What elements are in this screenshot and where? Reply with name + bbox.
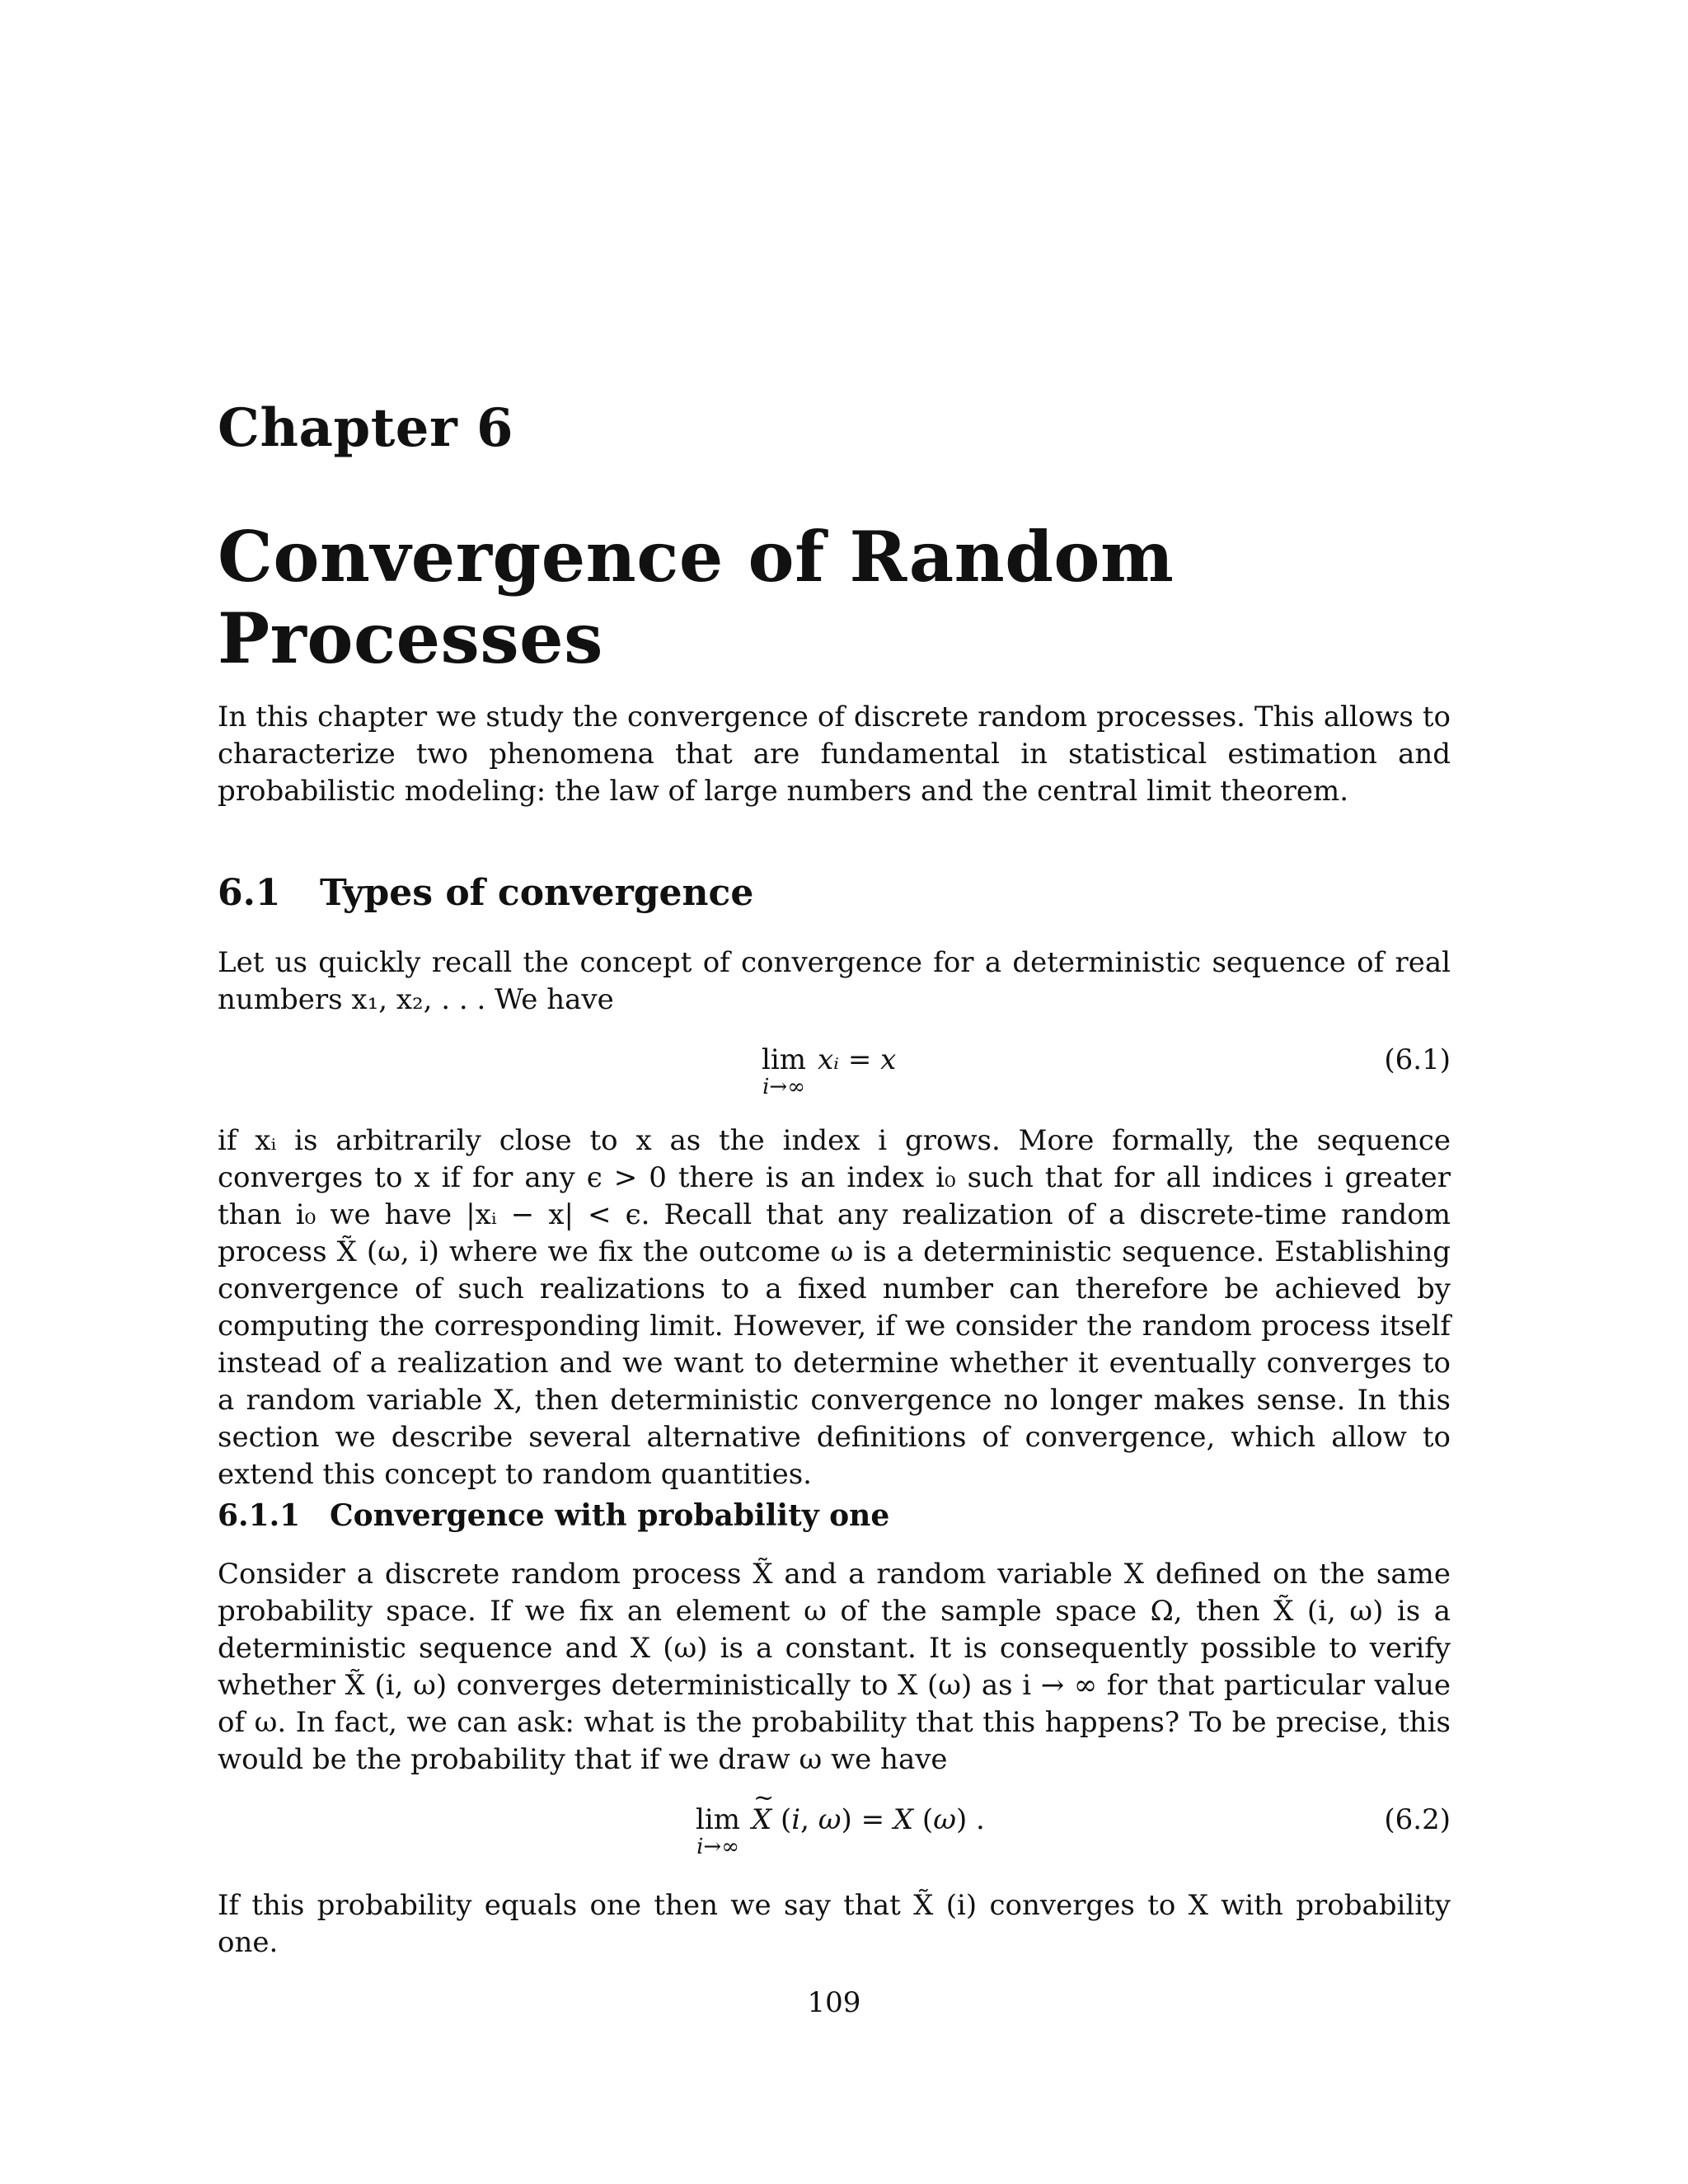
subsection-number: 6.1.1 — [218, 1498, 301, 1533]
subsection-paragraph-2: If this probability equals one then we say that X̃ (i) converges to X with probability one. — [218, 1889, 1451, 1959]
chapter-label: Chapter 6 — [218, 397, 513, 459]
section-number: 6.1 — [218, 872, 281, 914]
equation-6-2: lim i→∞ ~ X (i, ω) = X (ω) . (6.2) — [218, 1803, 1451, 1877]
section-paragraph-2: if xᵢ is arbitrarily close to x as the index i grows. More formally, the sequence converges to x if for any ϵ > 0 there is an index i₀ such that for all indices i greater than i₀ we have |xᵢ − x| < ϵ. Recall that any realization of a discrete-time random process X̃ (ω, i) where we fix the outcome ω is a deterministic sequence. Establishing convergence of such realizations to a fixed number can therefore be achieved by computing the corresponding limit. However, if we consider the random process itself instead of a realization and we want to determine whether it eventually converges to a random variable X, then deterministic convergence no longer makes sense. In this section we describe several alternative definitions of convergence, which allow to extend this concept to random quantities. — [218, 1124, 1451, 1491]
x-tilde-symbol: ~ X — [752, 1803, 771, 1836]
page — [218, 0, 1451, 2184]
equation-6-1: lim i→∞ xᵢ = x (6.1) — [762, 1043, 1451, 1099]
equation-body: xᵢ — [818, 1043, 840, 1076]
subsection-title: Convergence with probability one — [330, 1498, 890, 1533]
subsection-paragraph-1: Consider a discrete random process X̃ and a random variable X defined on the same probability space. If we fix an element ω of the sample space Ω, then X̃ (i, ω) is a deterministic sequence and X (ω) is a constant. It is consequently possible to verify whether X̃ (i, ω) converges deterministically to X (ω) as i → ∞ for that particular value of ω. In fact, we can ask: what is the probability that this happens? To be precise, this would be the probability that if we draw ω we have — [218, 1558, 1451, 1776]
page-number: 109 — [807, 1986, 861, 2019]
equation-number: (6.1) — [1384, 1043, 1451, 1076]
section-paragraph-1: Let us quickly recall the concept of convergence for a deterministic sequence of real numbers x₁, x₂, . . . We have — [218, 946, 1451, 1016]
equation-number: (6.2) — [1384, 1803, 1451, 1836]
limit-subscript: i→∞ — [762, 1075, 805, 1099]
limit-operator: lim i→∞ — [762, 1043, 806, 1099]
limit-operator: lim i→∞ — [696, 1803, 740, 1859]
section-heading — [218, 872, 753, 914]
section-title: Types of convergence — [320, 872, 754, 914]
chapter-title: Convergence of Random Processes — [218, 516, 1175, 679]
subsection-heading — [218, 1498, 889, 1533]
intro-paragraph: In this chapter we study the convergence of discrete random processes. This allows to characterize two phenomena that are fundamental in statistical estimation and probabilistic modeling: the law of large numbers and the central limit theorem. — [218, 701, 1451, 808]
limit-subscript: i→∞ — [696, 1835, 739, 1859]
